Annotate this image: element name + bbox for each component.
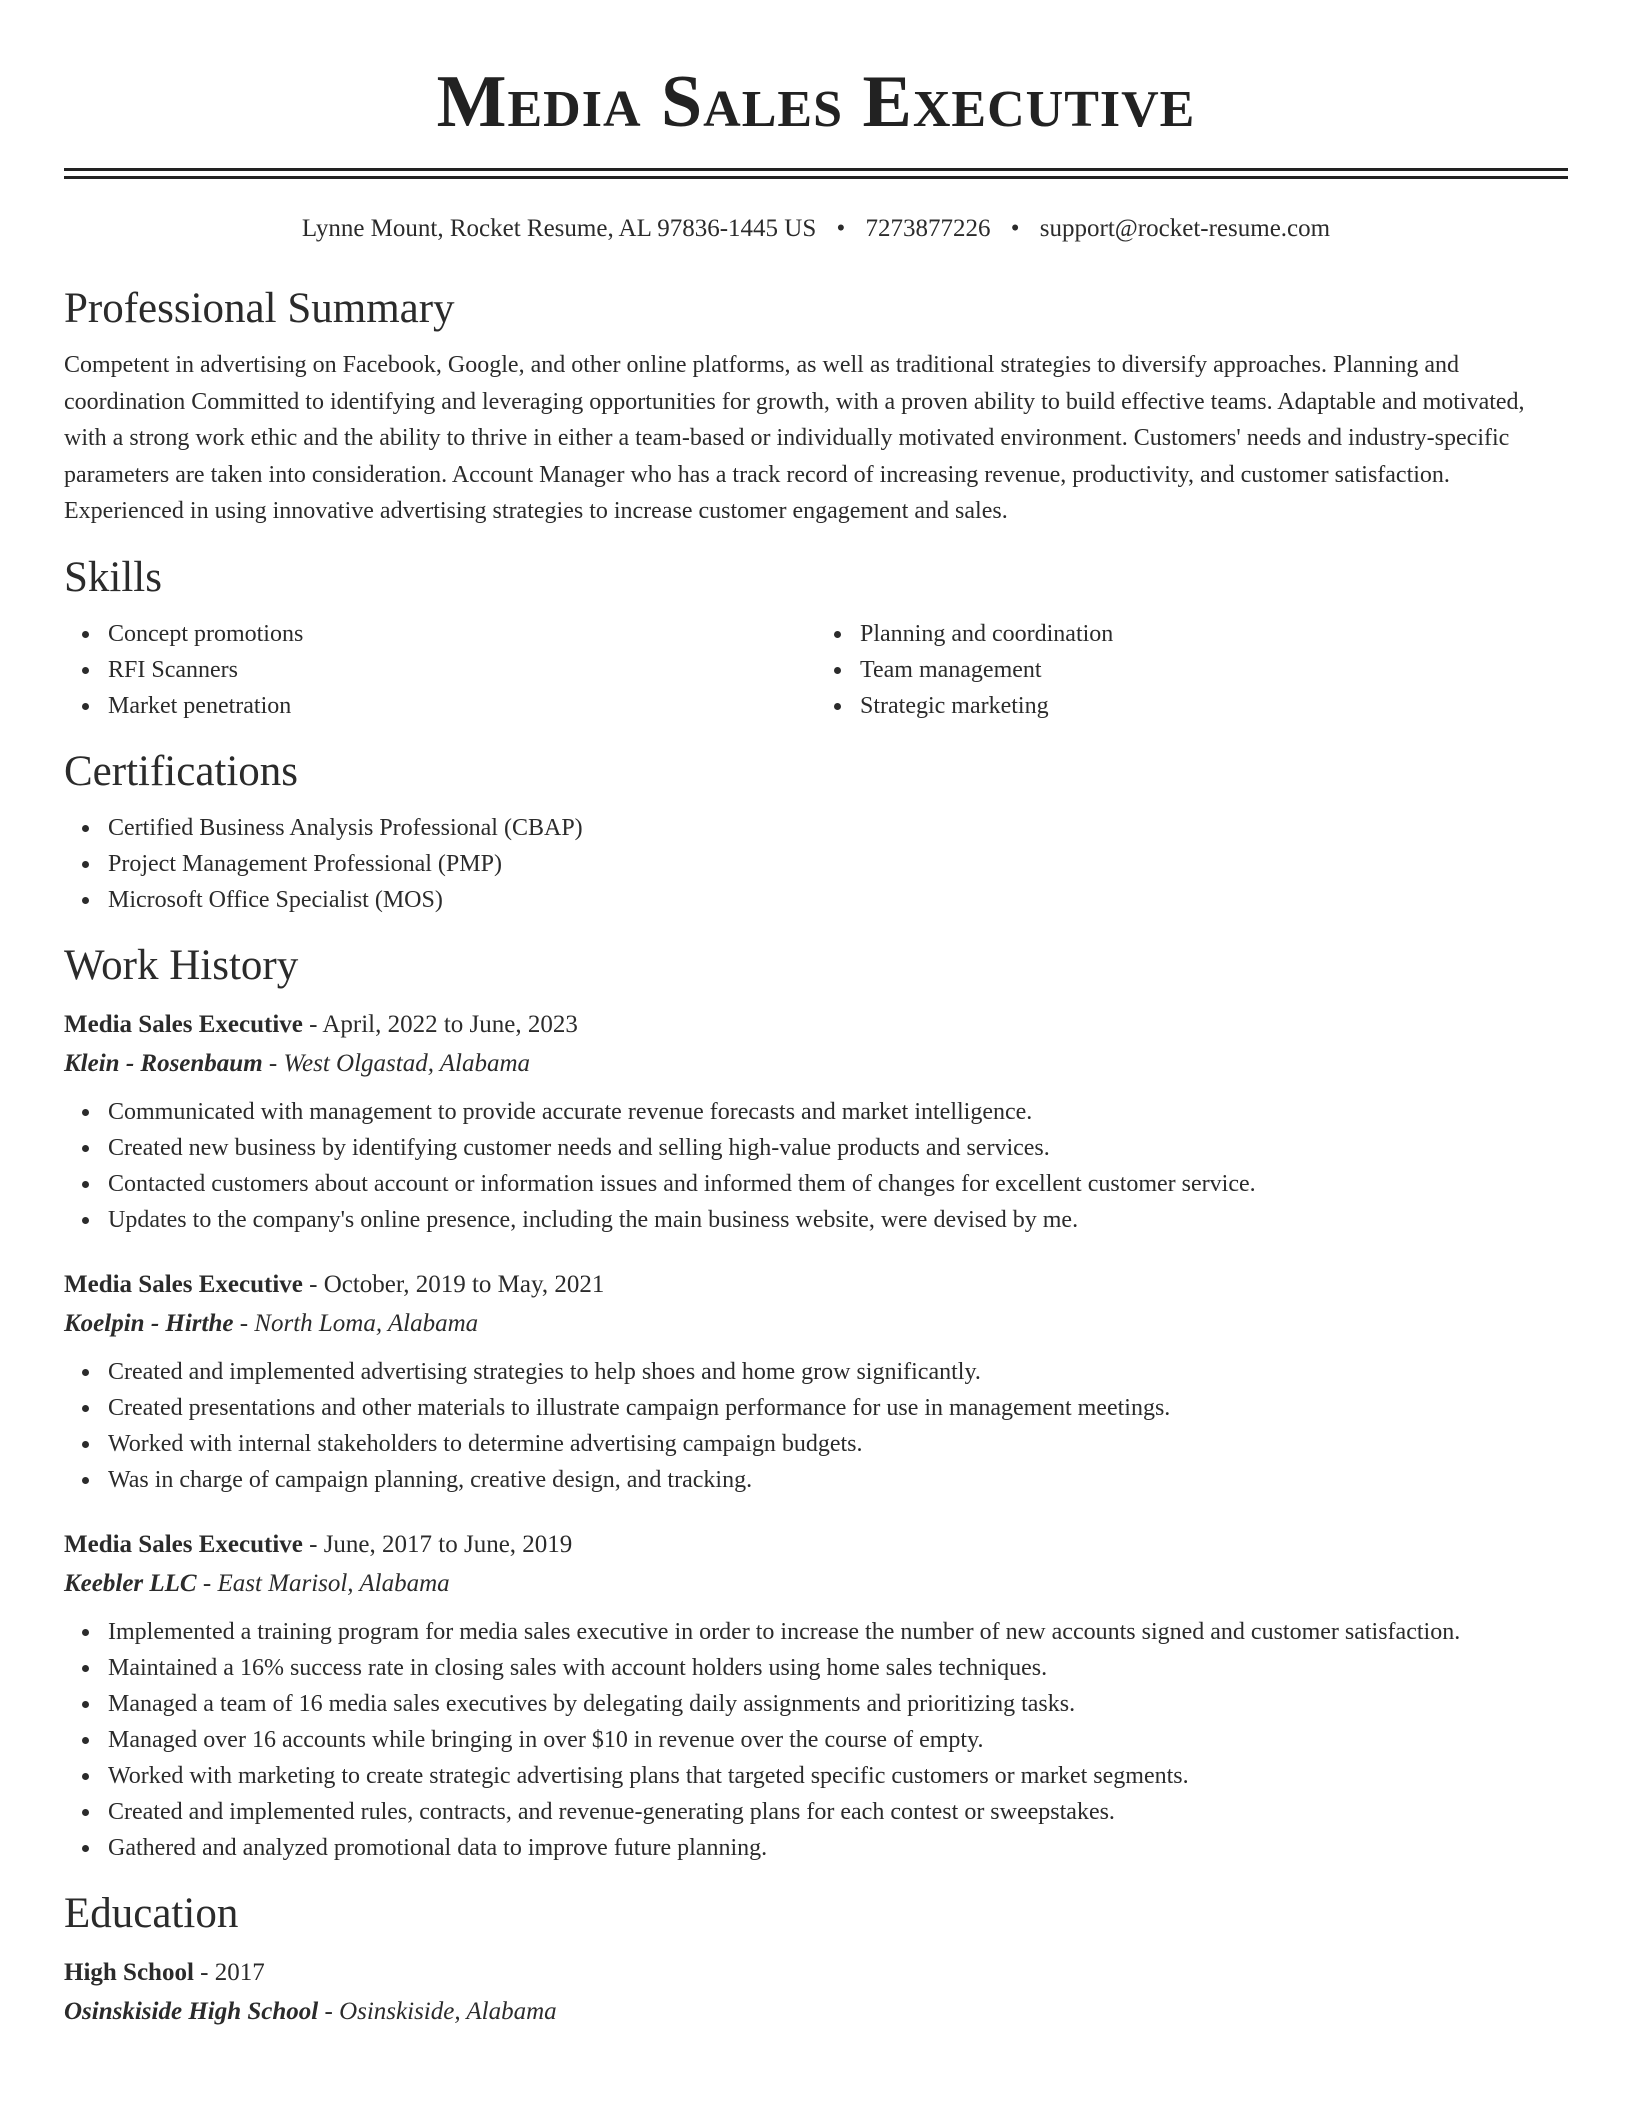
skills-list bbox=[64, 616, 1568, 724]
job-bullet: Updates to the company's online presence, including the main business website, were devised by me. bbox=[108, 1202, 1568, 1238]
job-bullet: Worked with internal stakeholders to determine advertising campaign budgets. bbox=[108, 1426, 1568, 1462]
job-bullet: Contacted customers about account or information issues and informed them of changes for excellent customer service. bbox=[108, 1166, 1568, 1202]
dash: - bbox=[193, 1958, 215, 1986]
skill-item: Team management bbox=[860, 652, 1568, 688]
job-bullet: Created new business by identifying customer needs and selling high-value products and services. bbox=[108, 1130, 1568, 1166]
contact-phone: 7273877226 bbox=[865, 215, 991, 242]
contact-line bbox=[64, 213, 1568, 245]
job-company-line bbox=[64, 1564, 1568, 1604]
skill-item: RFI Scanners bbox=[108, 652, 816, 688]
job-company-line bbox=[64, 1304, 1568, 1344]
bullet-separator: • bbox=[836, 215, 846, 242]
job-location: East Marisol, Alabama bbox=[217, 1569, 450, 1597]
education-school-line bbox=[64, 1992, 1568, 2032]
job-dates: June, 2017 to June, 2019 bbox=[323, 1530, 573, 1558]
education-location: Osinskiside, Alabama bbox=[339, 1997, 557, 2025]
job-role: Media Sales Executive bbox=[64, 1270, 303, 1298]
summary-text: Competent in advertising on Facebook, Google, and other online platforms, as well as traditional strategies to diversify approaches. Planning and coordination Committed to identifying and leveraging opportunities for growth, with a proven ability to build effective teams. Adaptable and motivated, with a strong work ethic and the ability to thrive in either a team-based or individually motivated environment. Customers' needs and industry-specific parameters are taken into consideration. Account Manager who has a track record of increasing revenue, productivity, and customer satisfaction. Experienced in using innovative advertising strategies to increase customer engagement and sales. bbox=[64, 352, 1525, 524]
work-history-heading: Work History bbox=[64, 941, 299, 989]
dash: - bbox=[233, 1309, 255, 1337]
resume-title: Media Sales Executive bbox=[436, 61, 1196, 143]
dash: - bbox=[302, 1270, 324, 1298]
certification-item: Project Management Professional (PMP) bbox=[108, 846, 1568, 882]
contact-email: support@rocket-resume.com bbox=[1039, 215, 1331, 242]
certification-item: Certified Business Analysis Professional (CBAP) bbox=[108, 810, 1568, 846]
job-bullet: Created presentations and other materials to illustrate campaign performance for use in management meetings. bbox=[108, 1390, 1568, 1426]
dash: - bbox=[302, 1530, 324, 1558]
certification-item: Microsoft Office Specialist (MOS) bbox=[108, 882, 1568, 918]
job-bullet: Implemented a training program for media sales executive in order to increase the number of new accounts signed and customer satisfaction. bbox=[108, 1614, 1568, 1650]
education-degree-line bbox=[64, 1954, 1568, 1992]
job-bullet: Created and implemented rules, contracts, and revenue-generating plans for each contest or sweepstakes. bbox=[108, 1794, 1568, 1830]
dash: - bbox=[196, 1569, 218, 1597]
job-bullets bbox=[64, 1354, 1568, 1498]
job-location: West Olgastad, Alabama bbox=[283, 1049, 531, 1077]
job-bullet: Worked with marketing to create strategic advertising plans that targeted specific customers or market segments. bbox=[108, 1758, 1568, 1794]
education-heading: Education bbox=[64, 1889, 239, 1937]
bullet-separator: • bbox=[1010, 215, 1020, 242]
job-location: North Loma, Alabama bbox=[254, 1309, 479, 1337]
job-company: Koelpin - Hirthe bbox=[64, 1309, 234, 1337]
skill-item: Strategic marketing bbox=[860, 688, 1568, 724]
dash: - bbox=[302, 1010, 323, 1038]
job-entry bbox=[64, 1006, 1568, 1238]
skill-item: Concept promotions bbox=[108, 616, 816, 652]
education-degree: High School bbox=[64, 1958, 194, 1986]
job-entry bbox=[64, 1526, 1568, 1866]
job-entry bbox=[64, 1266, 1568, 1498]
title-divider bbox=[64, 168, 1568, 179]
job-bullet: Communicated with management to provide accurate revenue forecasts and market intelligence. bbox=[108, 1094, 1568, 1130]
dash: - bbox=[262, 1049, 284, 1077]
skills-column-left bbox=[64, 616, 816, 724]
contact-address: Lynne Mount, Rocket Resume, AL 97836-1445 US bbox=[301, 215, 817, 242]
job-bullet: Created and implemented advertising strategies to help shoes and home grow significantly. bbox=[108, 1354, 1568, 1390]
certifications-list bbox=[64, 810, 1568, 918]
skill-item: Market penetration bbox=[108, 688, 816, 724]
job-dates: April, 2022 to June, 2023 bbox=[322, 1010, 578, 1038]
education-entry bbox=[64, 1954, 1568, 2032]
job-bullet: Was in charge of campaign planning, creative design, and tracking. bbox=[108, 1462, 1568, 1498]
job-dates: October, 2019 to May, 2021 bbox=[323, 1270, 605, 1298]
job-role: Media Sales Executive bbox=[64, 1530, 303, 1558]
job-bullet: Maintained a 16% success rate in closing sales with account holders using home sales techniques. bbox=[108, 1650, 1568, 1686]
job-title-line bbox=[64, 1266, 1568, 1304]
education-year: 2017 bbox=[214, 1958, 265, 1986]
job-bullet: Managed over 16 accounts while bringing in over $10 in revenue over the course of empty. bbox=[108, 1722, 1568, 1758]
job-title-line bbox=[64, 1006, 1568, 1044]
certifications-heading: Certifications bbox=[64, 747, 299, 795]
skills-column-right bbox=[816, 616, 1568, 724]
job-role: Media Sales Executive bbox=[64, 1010, 303, 1038]
job-bullet: Gathered and analyzed promotional data to improve future planning. bbox=[108, 1830, 1568, 1866]
job-company-line bbox=[64, 1044, 1568, 1084]
job-company: Keebler LLC bbox=[64, 1569, 197, 1597]
job-bullets bbox=[64, 1094, 1568, 1238]
job-bullet: Managed a team of 16 media sales executives by delegating daily assignments and prioritizing tasks. bbox=[108, 1686, 1568, 1722]
skills-heading: Skills bbox=[64, 553, 162, 601]
summary-heading: Professional Summary bbox=[64, 285, 455, 332]
education-school: Osinskiside High School bbox=[64, 1997, 319, 2025]
job-title-line bbox=[64, 1526, 1568, 1564]
dash: - bbox=[318, 1997, 340, 2025]
job-company: Klein - Rosenbaum bbox=[64, 1049, 263, 1077]
skill-item: Planning and coordination bbox=[860, 616, 1568, 652]
job-bullets bbox=[64, 1614, 1568, 1866]
